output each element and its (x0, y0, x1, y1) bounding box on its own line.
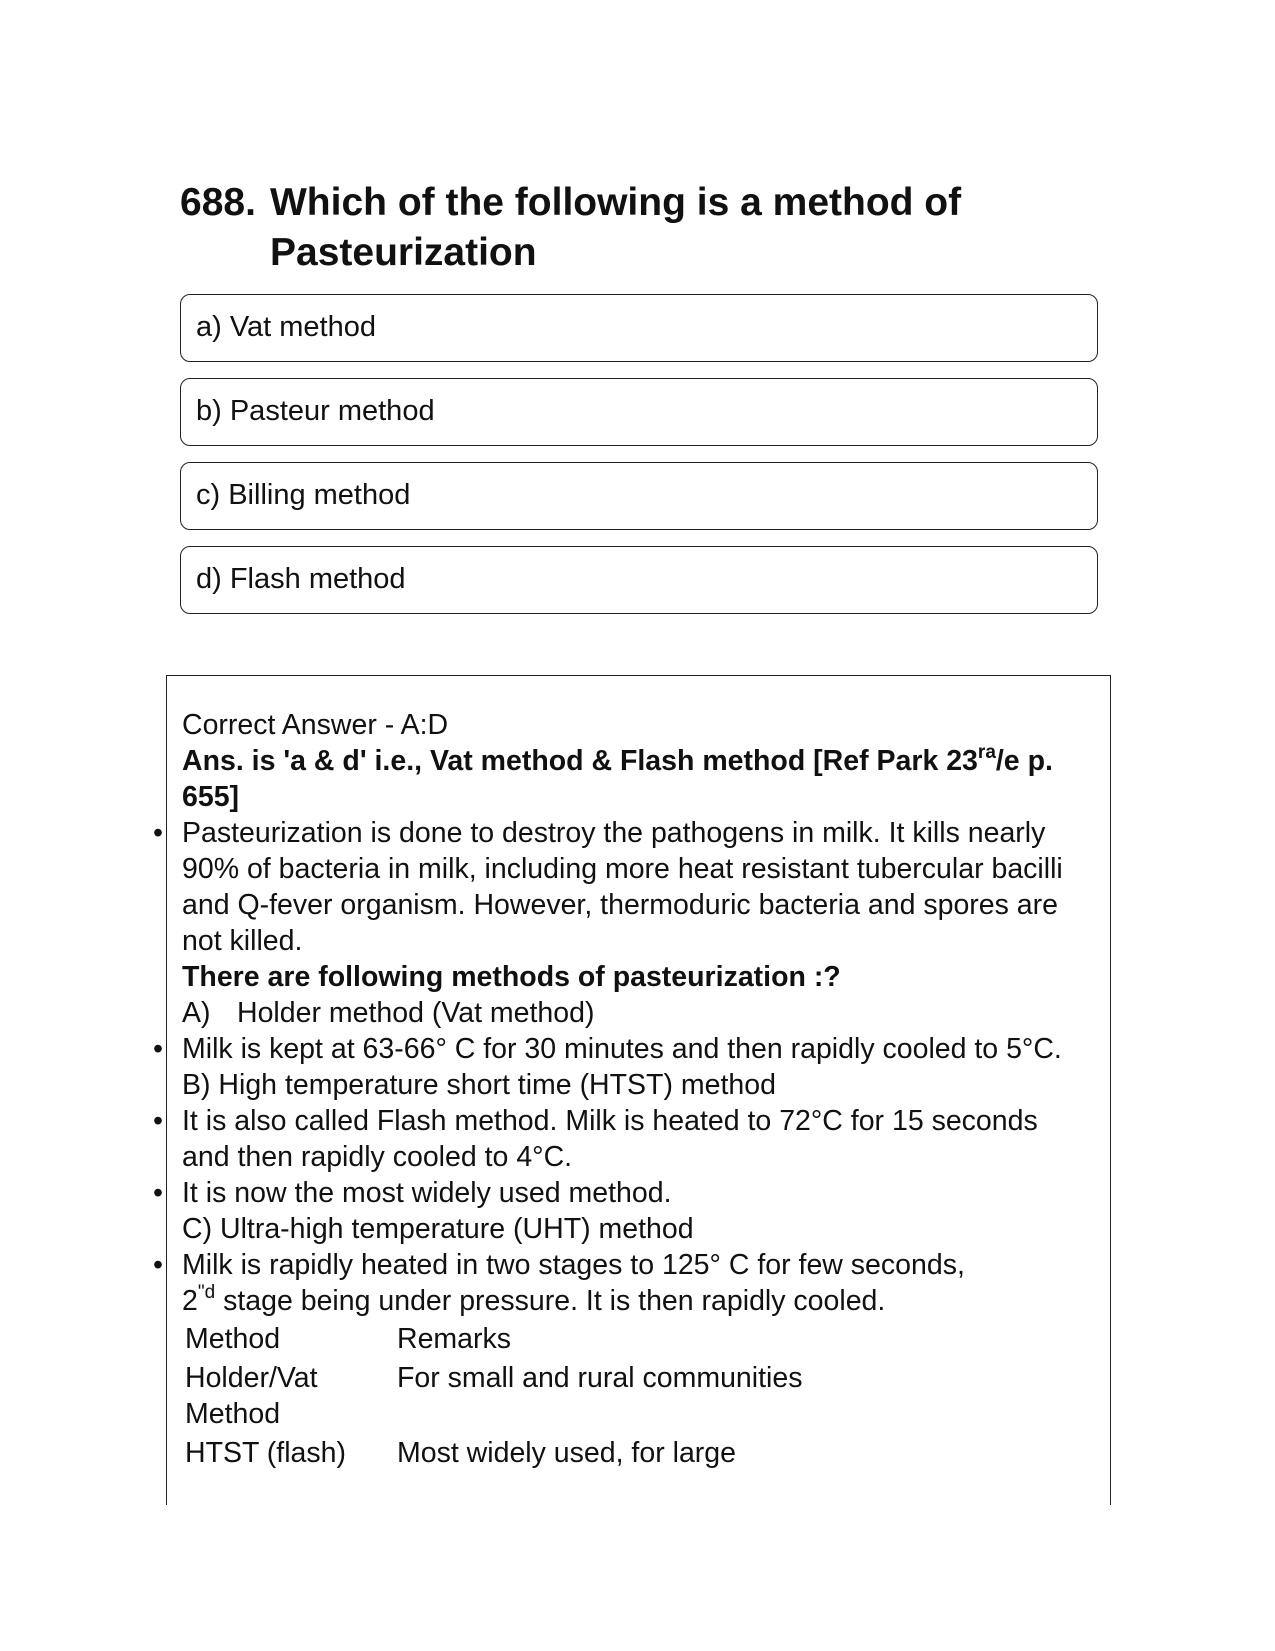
table-header-method: Method (185, 1323, 281, 1355)
answer-explanation-box (153, 675, 1111, 1505)
answer-reference-suffix: /e p. 655] (182, 745, 1053, 813)
method-c-heading: C) Ultra-high temperature (UHT) method (182, 1213, 694, 1245)
bullet-text: Milk is kept at 63-66° C for 30 minutes and then rapidly cooled to 5°C. (182, 1033, 1062, 1065)
bullet-text: It is now the most widely used method. (182, 1177, 672, 1209)
bullet-holder-method (153, 1031, 1082, 1067)
bullet-text: Pasteurization is done to destroy the pathogens in milk. It kills nearly 90% of bacteria in milk, including more heat resistant tubercular bacilli and Q-fever organism. However, thermoduric bacteria and spores are not killed. (182, 817, 1063, 957)
bullet-pasteurization-intro (153, 815, 1082, 959)
bullet-text: Milk is rapidly heated in two stages to 125° C for few seconds, (182, 1249, 965, 1281)
uht-second-stage-sup: "d (197, 1282, 216, 1303)
option-b[interactable]: b) Pasteur method (180, 378, 1098, 446)
answer-content (153, 707, 1082, 1474)
question (180, 178, 1080, 278)
table-header-remarks: Remarks (397, 1323, 512, 1355)
bullet-icon: • (153, 1177, 163, 1209)
bullet-icon: • (153, 1033, 163, 1065)
uht-second-stage (182, 1283, 1082, 1319)
bullet-flash-method (153, 1103, 1082, 1175)
method-a-label: A) (182, 997, 211, 1029)
bullet-uht-method (153, 1247, 1082, 1283)
bullet-icon: • (153, 817, 163, 849)
answer-reference-text: Ans. is 'a & d' i.e., Vat method & Flash method [Ref Park 23 (182, 745, 978, 777)
method-b-heading: B) High temperature short time (HTST) method (182, 1069, 776, 1101)
table-cell-method: HTST (flash) (185, 1437, 346, 1469)
uht-second-stage-text: stage being under pressure. It is then rapidly cooled. (215, 1285, 886, 1317)
option-c[interactable]: c) Billing method (180, 462, 1098, 530)
method-remarks-table (185, 1321, 802, 1474)
table-cell-method: Holder/Vat Method (185, 1362, 318, 1430)
table-header-row (185, 1321, 802, 1360)
question-number: 688. (180, 181, 256, 224)
table-row (185, 1435, 802, 1474)
method-a-heading (182, 995, 1082, 1031)
question-text: Which of the following is a method of Pasteurization (270, 181, 962, 274)
options-list (180, 294, 1098, 630)
bullet-icon: • (153, 1249, 163, 1281)
table-row (185, 1360, 802, 1435)
bullet-most-used (153, 1175, 1082, 1211)
methods-heading: There are following methods of pasteurization :? (182, 961, 841, 993)
table-cell-remarks: Most widely used, for large (397, 1437, 736, 1469)
uht-second-stage-pre: 2 (182, 1285, 198, 1317)
correct-answer: Correct Answer - A:D (182, 709, 449, 741)
table-cell-remarks: For small and rural communities (397, 1362, 803, 1394)
answer-reference-sup: ra (977, 742, 996, 763)
option-d[interactable]: d) Flash method (180, 546, 1098, 614)
bullet-text: It is also called Flash method. Milk is heated to 72°C for 15 seconds and then rapidly cooled to 4°C. (182, 1105, 1038, 1173)
option-a[interactable]: a) Vat method (180, 294, 1098, 362)
answer-reference (182, 743, 1082, 815)
method-a-text: Holder method (Vat method) (237, 997, 595, 1029)
bullet-icon: • (153, 1105, 163, 1137)
